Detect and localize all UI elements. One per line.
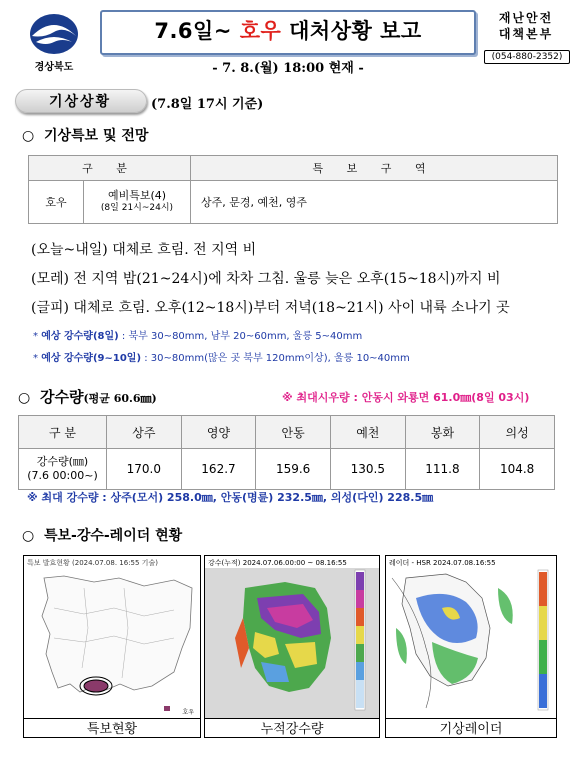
rain-forecast-note: * 예상 강수량(9~10일) : 30~80mm(많은 곳 북부 120mm이상), 울릉 10~40mm bbox=[33, 353, 410, 364]
weather-warning-heading: ○ 기상특보 및 전망 bbox=[22, 128, 149, 144]
table-header: 영양 bbox=[181, 416, 256, 449]
panel-header: 강수(누적) 2024.07.06.00:00 ~ 08.16:55 bbox=[205, 556, 379, 570]
warning-map bbox=[24, 568, 200, 716]
section-pill-label: 기상상황 bbox=[48, 94, 112, 110]
max-total-rain: ※ 최대 강수량 : 상주(모서) 258.0㎜, 안동(명륜) 232.5㎜, 의성(다인) 228.5㎜ bbox=[27, 491, 434, 504]
warning-level: 예비특보(4) (8일 21시~24시) bbox=[84, 181, 191, 224]
rainfall-table bbox=[18, 415, 555, 490]
rain-value: 162.7 bbox=[181, 449, 256, 490]
rainfall-map-panel bbox=[204, 555, 380, 719]
org-name: 경상북도 bbox=[34, 62, 74, 73]
radar-map bbox=[386, 568, 556, 718]
warning-table bbox=[28, 155, 558, 224]
panel-header: 특보 발효현황 (2024.07.08. 16:55 기술) bbox=[27, 559, 158, 567]
forecast-line: (오늘~내일) 대체로 흐림. 전 지역 비 bbox=[31, 242, 257, 258]
forecast-line: (모레) 전 지역 밤(21~24시)에 차차 그침. 울릉 늦은 오후(15~18시)까지 비 bbox=[31, 271, 501, 287]
panel-caption: 특보현황 bbox=[23, 718, 201, 738]
table-header: 안동 bbox=[256, 416, 331, 449]
panel-caption: 누적강수량 bbox=[204, 718, 380, 738]
table-header: 구 분 bbox=[29, 156, 191, 181]
rain-value: 111.8 bbox=[405, 449, 480, 490]
table-header: 구 분 bbox=[19, 416, 107, 449]
table-header: 특 보 구 역 bbox=[191, 156, 558, 181]
table-header: 상주 bbox=[107, 416, 182, 449]
rainfall-map bbox=[205, 568, 379, 718]
report-datetime: - 7. 8.(월) 18:00 현재 - bbox=[212, 61, 364, 76]
section-pill-note: (7.8일 17시 기준) bbox=[151, 97, 264, 112]
rain-value: 130.5 bbox=[330, 449, 405, 490]
max-hourly-rain: ※ 최대시우량 : 안동시 와룡면 61.0㎜(8일 03시) bbox=[282, 391, 530, 404]
status-maps-heading: ○ 특보-강수-레이더 현황 bbox=[22, 528, 183, 544]
rain-value: 159.6 bbox=[256, 449, 331, 490]
warning-map-panel bbox=[23, 555, 201, 719]
table-header: 의성 bbox=[480, 416, 555, 449]
panel-caption: 기상레이더 bbox=[385, 718, 557, 738]
rain-value: 170.0 bbox=[107, 449, 182, 490]
table-header: 봉화 bbox=[405, 416, 480, 449]
row-label: 강수량(㎜) (7.6 00:00~) bbox=[19, 449, 107, 490]
hq-name: 재난안전 대책본부 bbox=[498, 11, 554, 41]
page-title: 7.6일~ 호우 대처상황 보고 bbox=[154, 19, 422, 43]
map-legend: 호우 bbox=[182, 709, 194, 716]
rain-value: 104.8 bbox=[480, 449, 555, 490]
rain-forecast-note: * 예상 강수량(8일) : 북부 30~80mm, 남부 20~60mm, 울릉 5~40mm bbox=[33, 331, 363, 342]
forecast-line: (글피) 대체로 흐림. 오후(12~18시)부터 저녁(18~21시) 사이 내륙 소나기 곳 bbox=[31, 300, 510, 316]
radar-map-panel bbox=[385, 555, 557, 719]
warning-type: 호우 bbox=[29, 181, 84, 224]
rainfall-heading: ○ 강수량(평균 60.6㎜) bbox=[18, 388, 157, 406]
panel-header: 레이더 - HSR 2024.07.08.16:55 bbox=[389, 559, 496, 567]
hq-phone: (054-880-2352) bbox=[484, 50, 570, 64]
table-header: 예천 bbox=[330, 416, 405, 449]
warning-areas: 상주, 문경, 예천, 영주 bbox=[191, 181, 558, 224]
